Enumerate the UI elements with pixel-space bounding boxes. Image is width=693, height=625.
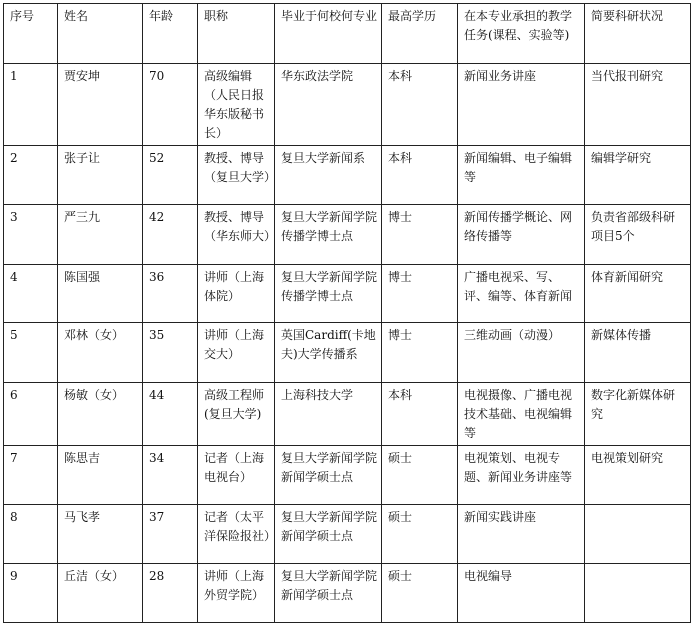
table-row (4, 205, 691, 265)
table-row (4, 564, 691, 623)
cell-degree: 博士 (382, 205, 458, 265)
cell-school: 复旦大学新闻学院新闻学硕士点 (275, 505, 382, 564)
cell-age: 28 (143, 564, 198, 623)
cell-degree: 硕士 (382, 564, 458, 623)
cell-age: 42 (143, 205, 198, 265)
cell-degree: 博士 (382, 323, 458, 383)
cell-degree: 博士 (382, 265, 458, 323)
cell-school: 复旦大学新闻系 (275, 146, 382, 205)
cell-name: 严三九 (58, 205, 143, 265)
cell-research: 体育新闻研究 (585, 265, 691, 323)
cell-research: 电视策划研究 (585, 446, 691, 505)
cell-teaching: 电视编导 (458, 564, 585, 623)
cell-title: 讲师（上海交大） (198, 323, 275, 383)
header-cell-age: 年龄 (143, 4, 198, 64)
cell-research (585, 564, 691, 623)
cell-teaching: 新闻实践讲座 (458, 505, 585, 564)
cell-degree: 硕士 (382, 446, 458, 505)
table-row (4, 146, 691, 205)
cell-school: 复旦大学新闻学院新闻学硕士点 (275, 446, 382, 505)
cell-title: 教授、博导（复旦大学） (198, 146, 275, 205)
cell-index: 7 (4, 446, 58, 505)
cell-name: 张子让 (58, 146, 143, 205)
cell-name: 丘洁（女） (58, 564, 143, 623)
table-row (4, 446, 691, 505)
table-row (4, 64, 691, 146)
cell-teaching: 三维动画（动漫） (458, 323, 585, 383)
cell-age: 36 (143, 265, 198, 323)
cell-index: 8 (4, 505, 58, 564)
cell-name: 陈国强 (58, 265, 143, 323)
cell-school: 上海科技大学 (275, 383, 382, 446)
table-row (4, 383, 691, 446)
cell-index: 2 (4, 146, 58, 205)
cell-index: 3 (4, 205, 58, 265)
cell-research: 负责省部级科研项目5个 (585, 205, 691, 265)
header-cell-degree: 最高学历 (382, 4, 458, 64)
cell-name: 陈思吉 (58, 446, 143, 505)
cell-title: 教授、博导（华东师大） (198, 205, 275, 265)
cell-teaching: 新闻编辑、电子编辑等 (458, 146, 585, 205)
cell-age: 44 (143, 383, 198, 446)
cell-teaching: 电视策划、电视专题、新闻业务讲座等 (458, 446, 585, 505)
cell-research: 编辑学研究 (585, 146, 691, 205)
cell-age: 37 (143, 505, 198, 564)
table-row (4, 505, 691, 564)
cell-name: 马飞孝 (58, 505, 143, 564)
cell-name: 杨敏（女） (58, 383, 143, 446)
header-cell-index: 序号 (4, 4, 58, 64)
cell-title: 讲师（上海外贸学院） (198, 564, 275, 623)
cell-title: 记者（太平洋保险报社） (198, 505, 275, 564)
cell-name: 贾安坤 (58, 64, 143, 146)
cell-age: 70 (143, 64, 198, 146)
cell-research: 数字化新媒体研究 (585, 383, 691, 446)
header-cell-title: 职称 (198, 4, 275, 64)
header-cell-teaching: 在本专业承担的教学任务(课程、实验等) (458, 4, 585, 64)
cell-age: 35 (143, 323, 198, 383)
cell-title: 讲师（上海体院） (198, 265, 275, 323)
cell-research: 新媒体传播 (585, 323, 691, 383)
cell-research (585, 505, 691, 564)
cell-degree: 本科 (382, 146, 458, 205)
cell-degree: 本科 (382, 383, 458, 446)
cell-research: 当代报刊研究 (585, 64, 691, 146)
cell-teaching: 新闻传播学概论、网络传播等 (458, 205, 585, 265)
header-cell-name: 姓名 (58, 4, 143, 64)
header-cell-research: 简要科研状况 (585, 4, 691, 64)
cell-degree: 本科 (382, 64, 458, 146)
cell-school: 复旦大学新闻学院传播学博士点 (275, 265, 382, 323)
cell-title: 高级编辑（人民日报华东版秘书长） (198, 64, 275, 146)
cell-school: 复旦大学新闻学院传播学博士点 (275, 205, 382, 265)
cell-index: 5 (4, 323, 58, 383)
cell-teaching: 广播电视采、写、评、编等、体育新闻 (458, 265, 585, 323)
cell-index: 9 (4, 564, 58, 623)
table-row (4, 323, 691, 383)
cell-index: 6 (4, 383, 58, 446)
header-cell-school: 毕业于何校何专业 (275, 4, 382, 64)
cell-title: 高级工程师(复旦大学) (198, 383, 275, 446)
cell-teaching: 电视摄像、广播电视技术基础、电视编辑等 (458, 383, 585, 446)
faculty-table (3, 3, 691, 623)
cell-title: 记者（上海电视台） (198, 446, 275, 505)
cell-school: 复旦大学新闻学院新闻学硕士点 (275, 564, 382, 623)
cell-name: 邓林（女） (58, 323, 143, 383)
cell-school: 华东政法学院 (275, 64, 382, 146)
table-header-row (4, 4, 691, 64)
cell-school: 英国Cardiff(卡地夫)大学传播系 (275, 323, 382, 383)
table-row (4, 265, 691, 323)
cell-teaching: 新闻业务讲座 (458, 64, 585, 146)
cell-degree: 硕士 (382, 505, 458, 564)
cell-age: 34 (143, 446, 198, 505)
cell-age: 52 (143, 146, 198, 205)
cell-index: 4 (4, 265, 58, 323)
cell-index: 1 (4, 64, 58, 146)
